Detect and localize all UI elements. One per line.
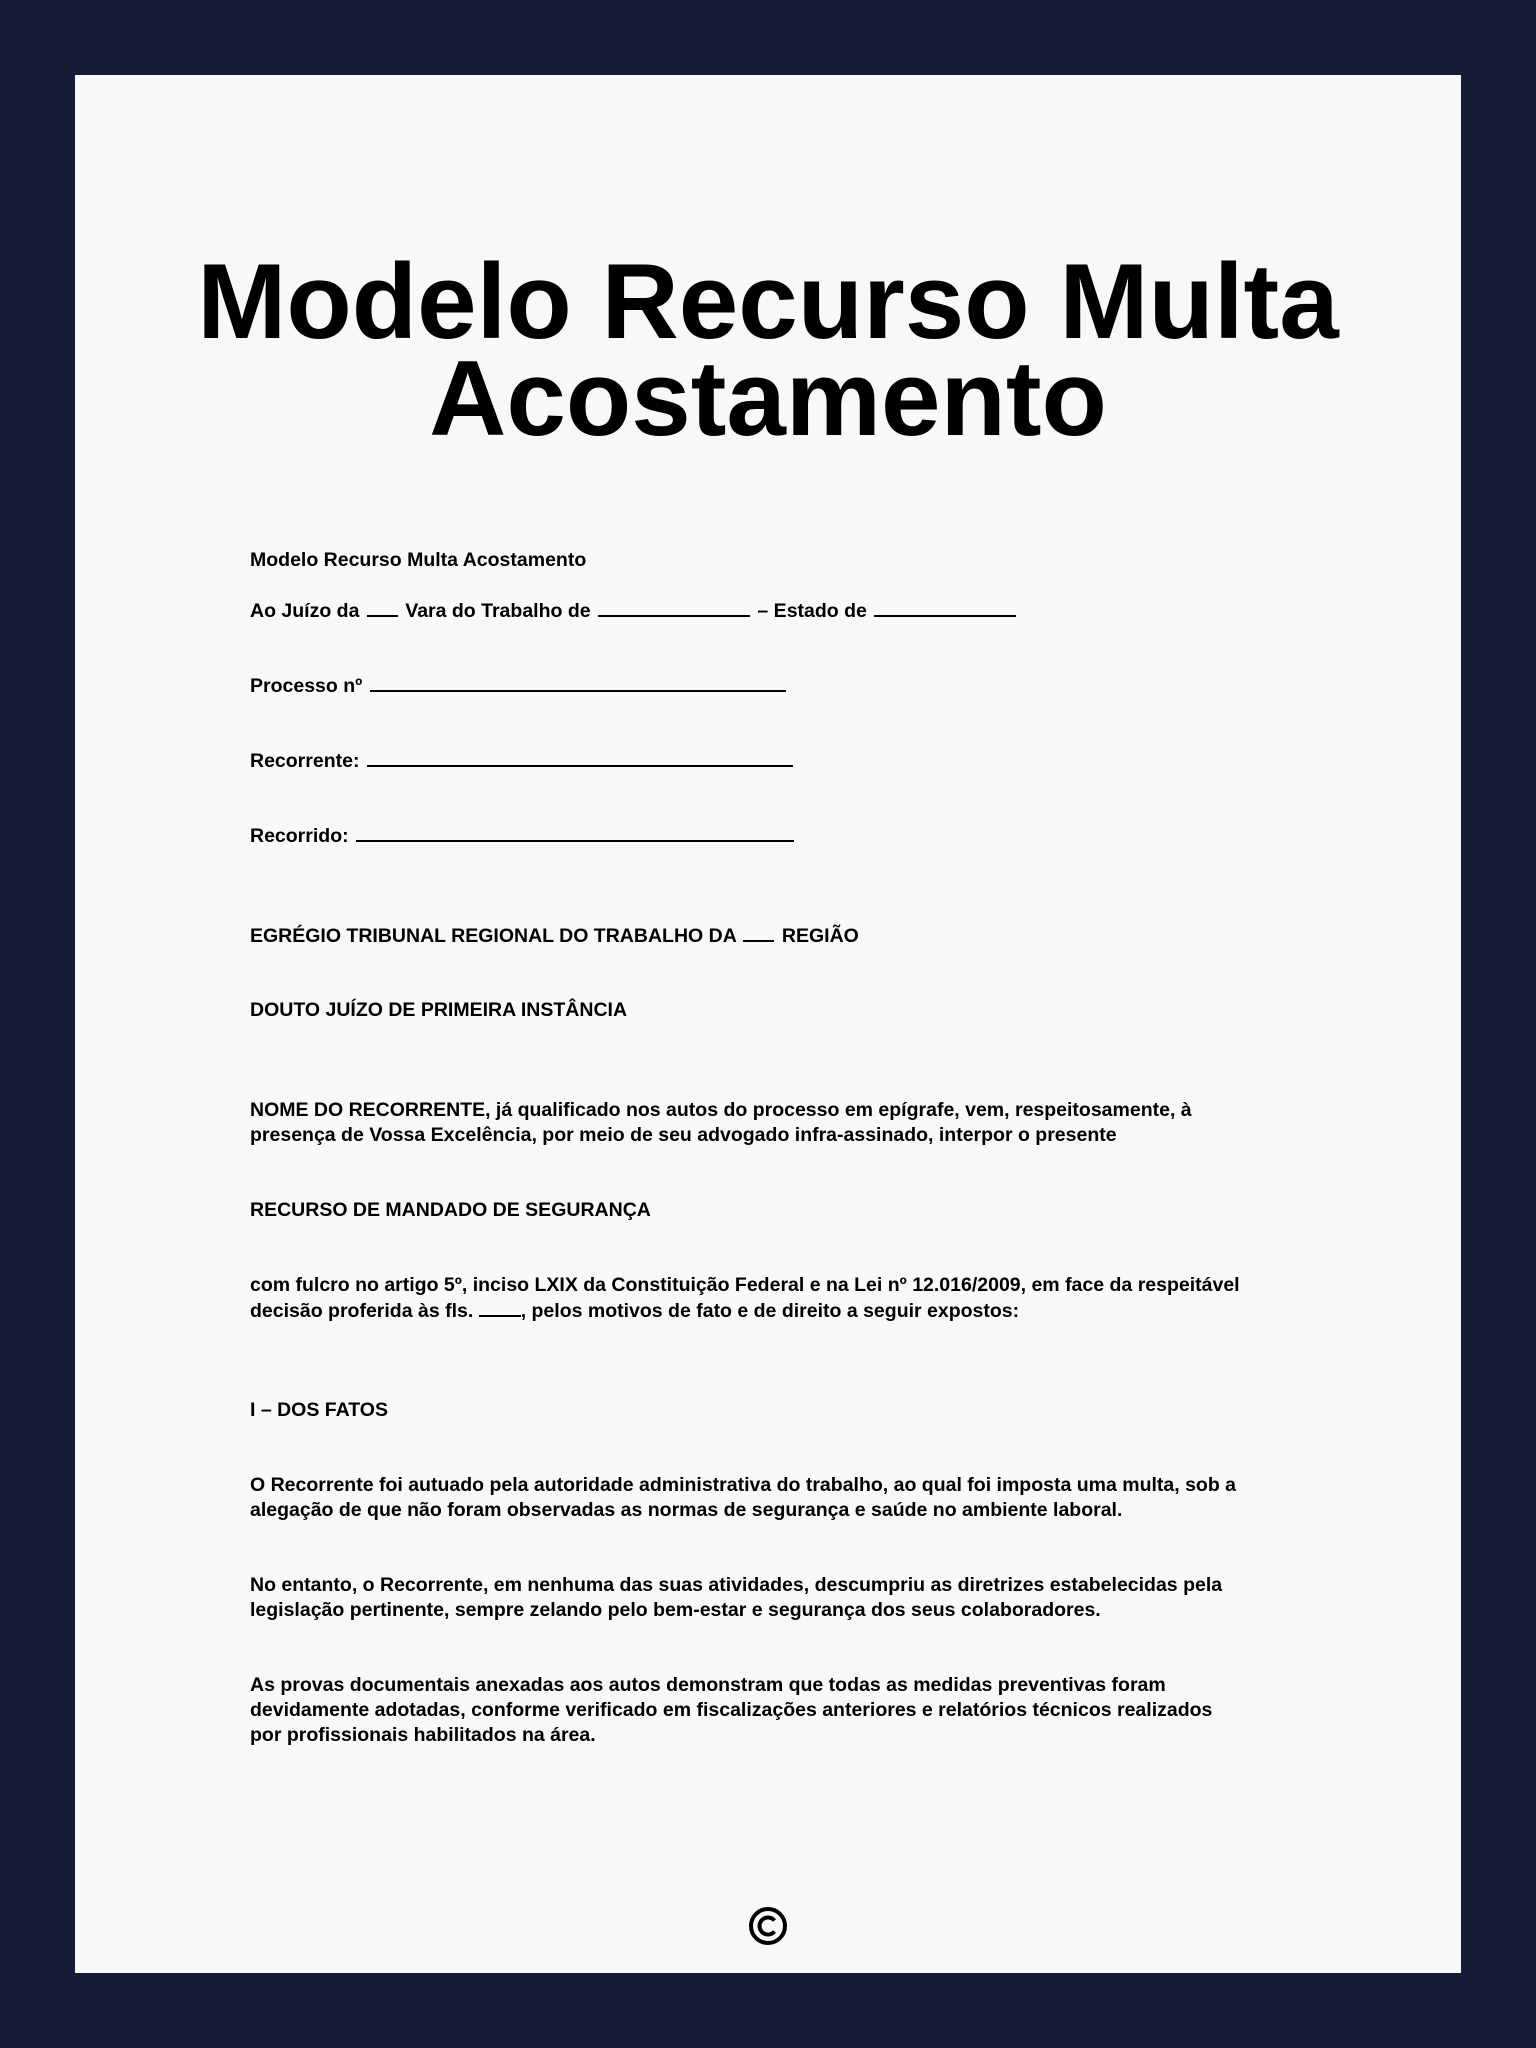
title-line-1: Modelo Recurso Multa	[197, 241, 1339, 361]
para2-line-2: legislação pertinente, sempre zelando pelo bem-estar e segurança dos seus colaboradores.	[250, 1599, 1101, 1621]
para3-line-1: As provas documentais anexadas aos autos demonstram que todas as medidas preventivas foram	[250, 1674, 1166, 1696]
document-page	[75, 75, 1461, 1973]
fulcro-line-2-prefix: decisão proferida às fls.	[250, 1300, 474, 1322]
fulcro-line-2-suffix: , pelos motivos de fato e de direito a seguir expostos:	[520, 1300, 1020, 1322]
vara-number-blank	[367, 598, 398, 617]
intro-line-2: presença de Vossa Excelência, por meio de seu advogado infra-assinado, interpor o presente	[250, 1124, 1117, 1146]
juizo-estado: – Estado de	[757, 600, 867, 622]
estado-blank	[874, 598, 1016, 617]
copyright-icon	[748, 1906, 788, 1946]
recorrente-line	[250, 748, 1310, 774]
processo-line	[250, 673, 1310, 699]
document-title	[75, 241, 1461, 458]
juizo-mid: Vara do Trabalho de	[405, 600, 591, 622]
recorrido-blank	[356, 823, 794, 842]
fulcro-paragraph	[250, 1273, 1310, 1324]
recorrente-blank	[367, 748, 793, 767]
douto-juizo: DOUTO JUÍZO DE PRIMEIRA INSTÂNCIA	[250, 999, 628, 1021]
recorrente-label: Recorrente:	[250, 750, 360, 772]
juizo-line	[250, 598, 1310, 624]
recurso-title: RECURSO DE MANDADO DE SEGURANÇA	[250, 1199, 651, 1221]
tribunal-suffix: REGIÃO	[781, 925, 859, 947]
juizo-prefix: Ao Juízo da	[250, 600, 360, 622]
fulcro-line-2	[250, 1298, 1310, 1324]
regiao-blank	[743, 923, 774, 942]
recorrido-line	[250, 823, 1310, 849]
city-blank	[598, 598, 750, 617]
recorrido-label: Recorrido:	[250, 825, 349, 847]
para2-line-1: No entanto, o Recorrente, em nenhuma das suas atividades, descumpriu as diretrizes estabelecidas pela	[250, 1574, 1223, 1596]
fatos-paragraph-3	[250, 1673, 1310, 1748]
title-line-2: Acostamento	[429, 338, 1107, 458]
tribunal-prefix: EGRÉGIO TRIBUNAL REGIONAL DO TRABALHO DA	[250, 925, 737, 947]
para3-line-3: por profissionais habilitados na área.	[250, 1724, 596, 1746]
section-fatos-heading: I – DOS FATOS	[250, 1399, 388, 1421]
para1-line-2: alegação de que não foram observadas as normas de segurança e saúde no ambiente laboral.	[250, 1499, 1123, 1521]
processo-label: Processo nº	[250, 675, 363, 697]
fatos-paragraph-2	[250, 1573, 1310, 1623]
footer	[75, 1906, 1461, 1951]
intro-paragraph	[250, 1098, 1310, 1148]
intro-line-1: NOME DO RECORRENTE, já qualificado nos autos do processo em epígrafe, vem, respeitosamente, à	[250, 1099, 1192, 1121]
tribunal-line	[250, 923, 1310, 949]
fatos-paragraph-1	[250, 1473, 1310, 1523]
fls-blank	[479, 1298, 521, 1317]
document-subtitle: Modelo Recurso Multa Acostamento	[250, 549, 587, 571]
fulcro-line-1: com fulcro no artigo 5º, inciso LXIX da Constituição Federal e na Lei nº 12.016/2009, em face da respeitável	[250, 1274, 1240, 1296]
para3-line-2: devidamente adotadas, conforme verificado em fiscalizações anteriores e relatórios técnicos realizados	[250, 1699, 1213, 1721]
para1-line-1: O Recorrente foi autuado pela autoridade administrativa do trabalho, ao qual foi imposta uma multa, sob a	[250, 1474, 1236, 1496]
processo-blank	[370, 673, 786, 692]
